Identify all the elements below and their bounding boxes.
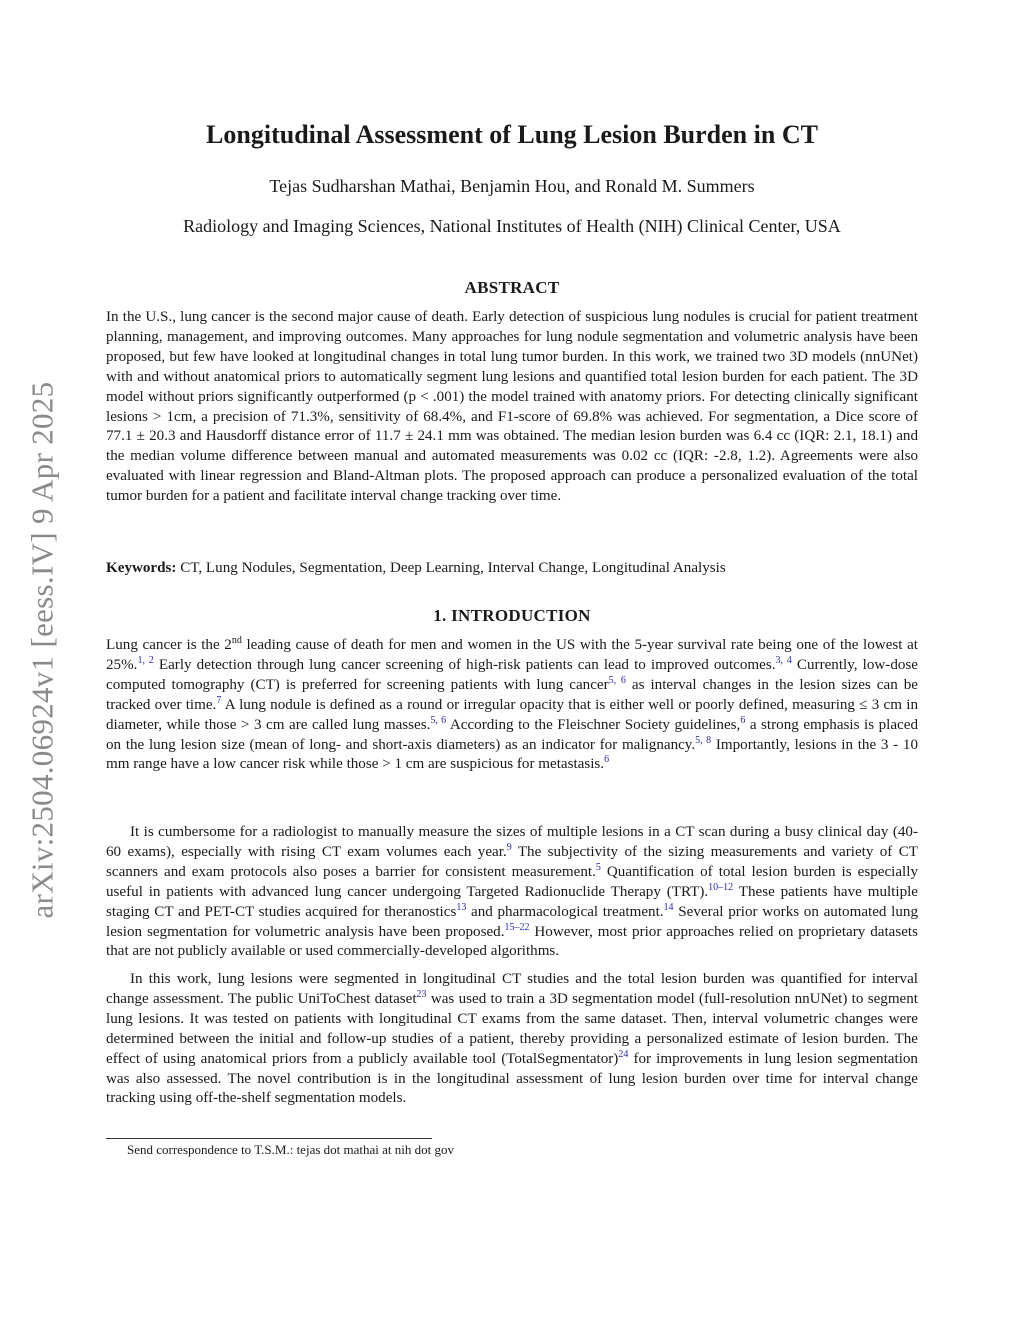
text-run: Early detection through lung cancer screening of high-risk patients can lead to improved outcomes. <box>153 656 776 673</box>
text-run: Importantly, lesions in the 3 - 10 mm range have a low cancer risk while those > 1 cm are suspicious for metastasis. <box>106 736 918 773</box>
intro-paragraph-2 <box>106 823 918 962</box>
intro-paragraph-1 <box>106 636 918 775</box>
text-run: These patients have multiple staging CT and PET-CT studies acquired for theranostics <box>106 883 919 920</box>
citation-link[interactable]: 3, 4 <box>775 654 792 666</box>
citation-link[interactable]: 1, 2 <box>137 654 154 666</box>
intro-paragraph-3 <box>106 970 918 1109</box>
citation-link[interactable]: 5, 6 <box>608 674 626 686</box>
citation-link[interactable]: 5, 8 <box>695 734 712 746</box>
citation-link[interactable]: 10–12 <box>708 881 734 893</box>
citation-link[interactable]: 15–22 <box>504 921 530 933</box>
citation-link[interactable]: 7 <box>216 694 222 706</box>
citation-link[interactable]: 6 <box>604 754 610 766</box>
arxiv-side-stamp <box>2 340 82 960</box>
text-run: However, most prior approaches relied on proprietary datasets that are not publicly available or used commercially-developed algorithms. <box>106 923 918 960</box>
citation-link[interactable]: 13 <box>456 901 467 913</box>
keywords-label: Keywords: <box>106 560 177 576</box>
text-run: as interval changes in the lesion sizes can be tracked over time. <box>106 676 918 713</box>
text-run: In this work, lung lesions were segmented in longitudinal CT studies and the total lesion burden was quantified for interval change assessment. The public UniToChest dataset <box>106 971 918 1007</box>
keywords-text: CT, Lung Nodules, Segmentation, Deep Learning, Interval Change, Longitudinal Analysis <box>180 560 726 576</box>
author-list: Tejas Sudharshan Mathai, Benjamin Hou, and Ronald M. Summers <box>269 176 755 196</box>
text-run: Quantification of total lesion burden is especially useful in patients with advanced lung cancer undergoing Targeted Radionuclide Therapy (TRT). <box>106 863 918 900</box>
paper-title: Longitudinal Assessment of Lung Lesion Burden in CT <box>206 120 818 149</box>
citation-link[interactable]: 24 <box>618 1048 629 1060</box>
text-run: Several prior works on automated lung lesion segmentation for volumetric analysis have been proposed. <box>106 903 918 940</box>
text-run: for improvements in lung lesion segmentation was also assessed. The novel contribution is in the longitudinal assessment of lung lesion burden over time for interval change tracking using off-the-shelf segmentation models. <box>106 1050 918 1107</box>
text-run: and pharmacological treatment. <box>466 903 664 920</box>
citation-link[interactable]: 6 <box>740 714 746 726</box>
citation-link[interactable]: 23 <box>416 988 427 1000</box>
text-run: leading cause of death for men and women in the US with the 5-year survival rate being one of the lowest at 25%. <box>106 637 918 673</box>
citation-link[interactable]: 5, 6 <box>430 714 447 726</box>
text-run: A lung nodule is defined as a round or irregular opacity that is either well or poorly defined, measuring ≤ 3 cm in diameter, while those > 3 cm are called lung masses. <box>106 696 918 733</box>
citation-link[interactable]: 9 <box>506 841 512 853</box>
abstract-text: In the U.S., lung cancer is the second major cause of death. Early detection of suspicious lung nodules is crucial for patient treatment planning, management, and improving outcomes. Many approaches for lung nodule segmentation and volumetric analysis have been proposed, but few have looked at longitudinal changes in total lung tumor burden. In this work, we trained two 3D models (nnUNet) with and without anatomical priors to automatically segment lung lesions and quantified total lesion burden for each patient. The 3D model without priors significantly outperformed (p < .001) the model trained with anatomy priors. For detecting clinically significant lesions > 1cm, a precision of 71.3%, sensitivity of 68.4%, and F1-score of 69.8% was achieved. For segmentation, a Dice score of 77.1 ± 20.3 and Hausdorff distance error of 11.7 ± 24.1 mm was obtained. The median lesion burden was 6.4 cc (IQR: 2.1, 18.1) and the median volume difference between manual and automated measurements was 0.02 cc (IQR: -2.8, 1.2). Agreements were also evaluated with linear regression and Bland-Altman plots. The proposed approach can produce a personalized evaluation of the total tumor burden for a patient and facilitate interval change tracking over time. <box>106 309 918 505</box>
correspondence-footnote: Send correspondence to T.S.M.: tejas dot mathai at nih dot gov <box>127 1142 454 1157</box>
citation-link[interactable]: 5 <box>595 861 601 873</box>
keywords-line <box>106 559 918 579</box>
text-run: a strong emphasis is placed on the lung lesion size (mean of long- and short-axis diameters) as an indicator for malignancy. <box>106 716 918 753</box>
citation-link[interactable]: 14 <box>663 901 674 913</box>
text-run: Lung cancer is the 2 <box>106 637 232 653</box>
affiliation: Radiology and Imaging Sciences, National Institutes of Health (NIH) Clinical Center, USA <box>183 216 841 236</box>
superscript: nd <box>231 635 242 646</box>
footnote-divider <box>106 1138 432 1139</box>
abstract-heading: ABSTRACT <box>464 278 560 297</box>
text-run: According to the Fleischner Society guidelines, <box>446 716 741 733</box>
arxiv-identifier: arXiv:2504.06924v1 [eess.IV] 9 Apr 2025 <box>24 381 59 919</box>
text-run: The subjectivity of the sizing measurements and variety of CT scanners and exam protocols also poses a barrier for consistent measurement. <box>106 843 918 880</box>
text-run: Currently, low-dose computed tomography (CT) is preferred for screening patients with lung cancer <box>106 656 919 693</box>
text-run: It is cumbersome for a radiologist to manually measure the sizes of multiple lesions in a CT scan during a busy clinical day (40-60 exams), especially with rising CT exam volumes each year. <box>106 824 918 860</box>
introduction-heading: 1. INTRODUCTION <box>433 606 591 625</box>
text-run: was used to train a 3D segmentation model (full-resolution nnUNet) to segment lung lesions. It was tested on patients with longitudinal CT exams from the same dataset. Then, interval volumetric changes were determined between the initial and follow-up studies of a patient, thereby providing a personalized estimate of lesion burden. The effect of using anatomical priors from a publicly available tool (TotalSegmentator) <box>106 990 919 1067</box>
